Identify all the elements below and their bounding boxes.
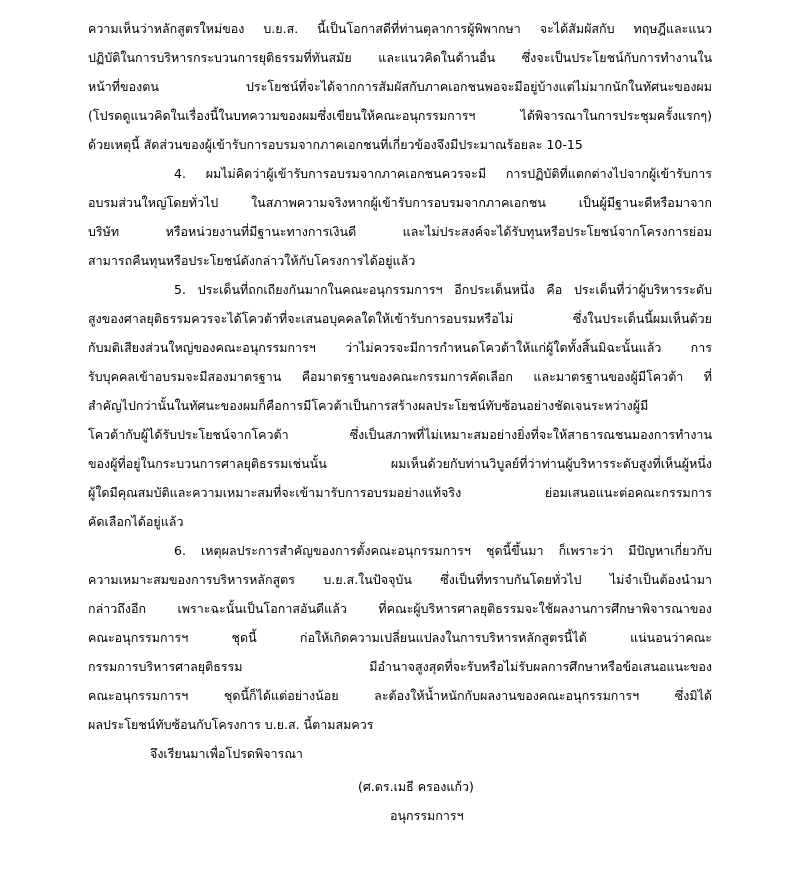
text-line: สูงของศาลยุติธรรมควรจะได้โควต้าที่จะเสนอบุคคลใดให้เข้ารับการอบรมหรือไม่ ซึ่งในประเด็นนี้ผมเห็นด้วย	[88, 311, 712, 326]
text-line: (โปรดดูแนวคิดในเรื่องนี้ในบทความของผมซึ่งเขียนให้คณะอนุกรรมการฯ ได้พิจารณาในการประชุมครั้งแรกๆ)	[88, 108, 712, 123]
text-line: ผู้ใดมีคุณสมบัติและความเหมาะสมที่จะเข้ามารับการอบรมอย่างแท้จริง ย่อมเสนอแนะต่อคณะกรรมการ	[88, 485, 712, 500]
text-line: สามารถคืนทุนหรือประโยชน์ดังกล่าวให้กับโครงการได้อยู่แล้ว	[88, 253, 416, 268]
text-line: อบรมส่วนใหญ่โดยทั่วไป ในสภาพความจริงหากผู้เข้ารับการอบรมจากภาคเอกชน เป็นผู้มีฐานะดีหรือมาจาก	[88, 195, 712, 210]
text-line: สำคัญไปกว่านั้นในทัศนะของผมก็คือการมีโควต้าเป็นการสร้างผลประโยชน์ทับซ้อนอย่างชัดเจนระหว่างผู้มี	[88, 398, 649, 413]
paragraph-6-start: 6. เหตุผลประการสำคัญของการตั้งคณะอนุกรรมการฯ ชุดนี้ขึ้นมา ก็เพราะว่า มีปัญหาเกี่ยวกับ	[174, 543, 712, 558]
text-line: คณะอนุกรรมการฯ ชุดนี้ ก่อให้เกิดความเปลี่ยนแปลงในการบริหารหลักสูตรนี้ได้ แน่นอนว่าคณะ	[88, 630, 712, 645]
text-line: ความเหมาะสมของการบริหารหลักสูตร บ.ย.ส.ในปัจจุบัน ซึ่งเป็นที่ทราบกันโดยทั่วไป ไม่จำเป็นต้องนำมา	[88, 572, 712, 587]
text-line: คัดเลือกได้อยู่แล้ว	[88, 514, 184, 529]
text-line: กับมติเสียงส่วนใหญ่ของคณะอนุกรรมการฯ ว่าไม่ควรจะมีการกำหนดโควต้าให้แก่ผู้ใดทั้งสิ้นมิฉะนั้นแล้ว การ	[88, 340, 712, 355]
text-line: กล่าวถึงอีก เพราะฉะนั้นเป็นโอกาสอันดีแล้ว ที่คณะผู้บริหารศาลยุติธรรมจะใช้ผลงานการศึกษาพิจารณาของ	[88, 601, 712, 616]
signature-name: (ศ.ดร.เมธี ครองแก้ว)	[358, 779, 474, 794]
text-line: กรรมการบริหารศาลยุติธรรม มีอำนาจสูงสุดที่จะรับหรือไม่รับผลการศึกษาหรือข้อเสนอแนะของ	[88, 659, 712, 674]
paragraph-4-start: 4. ผมไม่คิดว่าผู้เข้ารับการอบรมจากภาคเอกชนควรจะมี การปฏิบัติที่แตกต่างไปจากผู้เข้ารับการ	[174, 166, 712, 181]
text-line: รับบุคคลเข้าอบรมจะมีสองมาตรฐาน คือมาตรฐานของคณะกรรมการคัดเลือก และมาตรฐานของผู้มีโควต้า ที่	[88, 369, 712, 384]
paragraph-5-start: 5. ประเด็นที่ถกเถียงกันมากในคณะอนุกรรมการฯ อีกประเด็นหนึ่ง คือ ประเด็นที่ว่าผู้บริหารระดับ	[174, 282, 712, 297]
text-line: ผลประโยชน์ทับซ้อนกับโครงการ บ.ย.ส. นี้ตามสมควร	[88, 717, 374, 732]
text-line: ด้วยเหตุนี้ สัดส่วนของผู้เข้ารับการอบรมจากภาคเอกชนที่เกี่ยวข้องจึงมีประมาณร้อยละ 10-15	[88, 137, 583, 152]
text-line: โควต้ากับผู้ได้รับประโยชน์จากโควต้า ซึ่งเป็นสภาพที่ไม่เหมาะสมอย่างยิ่งที่จะให้สาธารณชนมองการทำงาน	[88, 427, 712, 442]
text-line: ความเห็นว่าหลักสูตรใหม่ของ บ.ย.ส. นี้เป็นโอกาสดีที่ท่านตุลาการผู้พิพากษา จะได้สัมผัสกับ ทฤษฎีและแนว	[88, 21, 712, 36]
text-line: ของผู้ที่อยู่ในกระบวนการศาลยุติธรรมเช่นนั้น ผมเห็นด้วยกับท่านวิบูลย์ที่ว่าท่านผู้บริหารระดับสูงที่เห็นผู้หนึ่ง	[88, 456, 712, 471]
text-line: บริษัท หรือหน่วยงานที่มีฐานะทางการเงินดี และไม่ประสงค์จะได้รับทุนหรือประโยชน์จากโครงการย่อม	[88, 224, 712, 239]
text-line: หน้าที่ของตน ประโยชน์ที่จะได้จากการสัมผัสกับภาคเอกชนพอจะมีอยู่บ้างแต่ไม่มากนักในทัศนะของผม	[88, 79, 712, 94]
text-line: ปฏิบัติในการบริหารกระบวนการยุติธรรมที่ทันสมัย และแนวคิดในด้านอื่น ซึ่งจะเป็นประโยชน์กับการทำงานใน	[88, 50, 712, 65]
closing-line: จึงเรียนมาเพื่อโปรดพิจารณา	[150, 746, 303, 761]
signature-role: อนุกรรมการฯ	[390, 808, 464, 823]
text-line: คณะอนุกรรมการฯ ชุดนี้ก็ได้แต่อย่างน้อย ละต้องให้น้ำหนักกับผลงานของคณะอนุกรรมการฯ ซึ่งมิได้	[88, 688, 712, 703]
